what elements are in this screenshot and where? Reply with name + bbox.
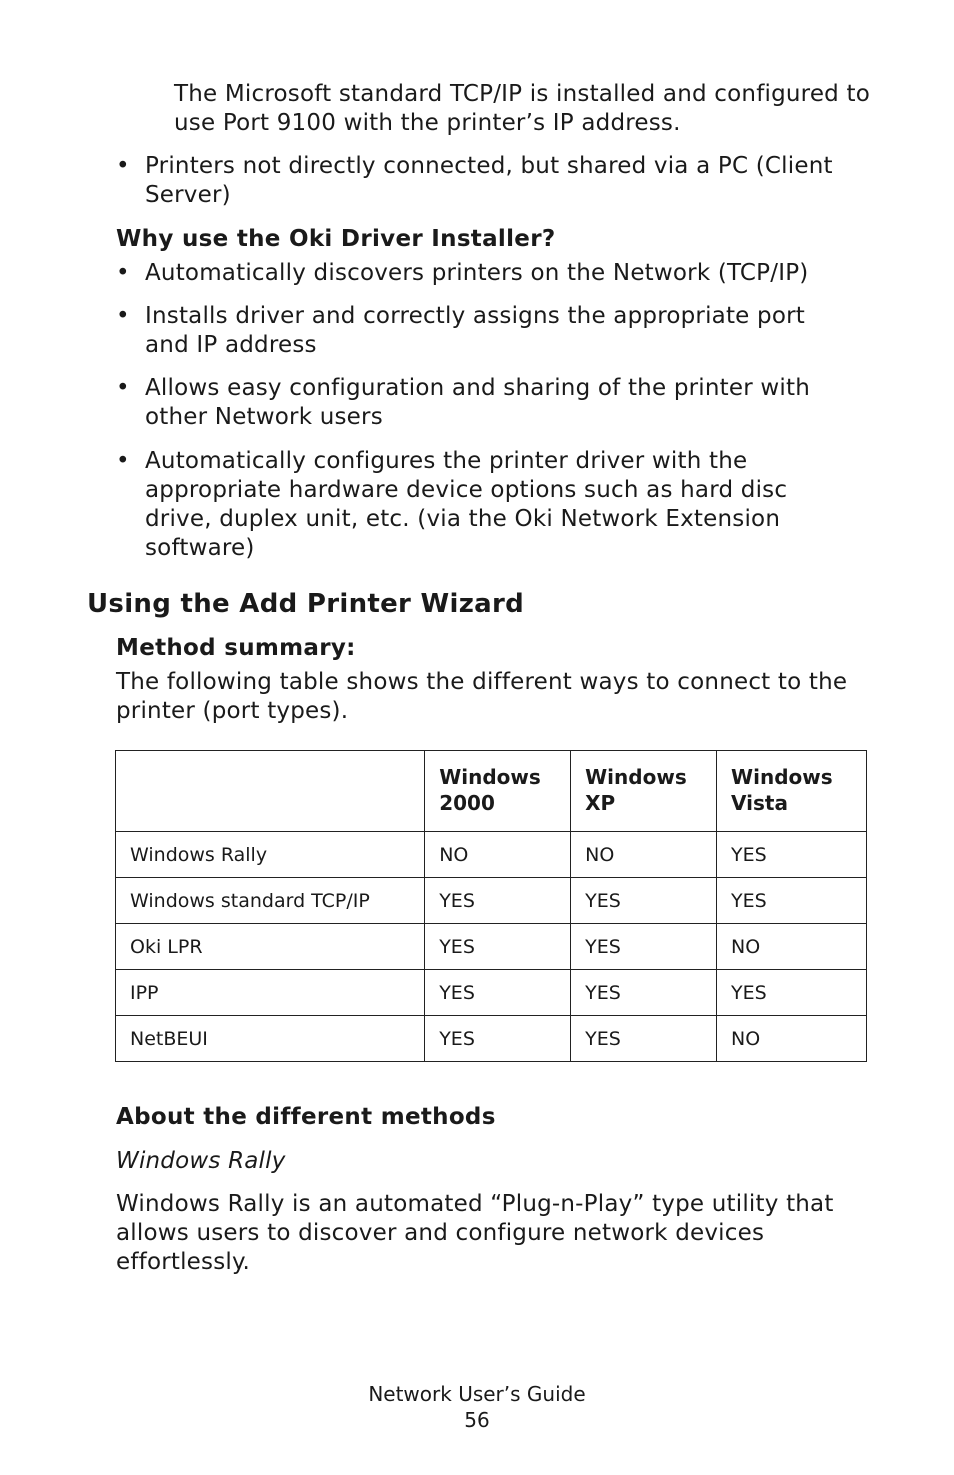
table-row [116,878,867,924]
table-cell: YES [571,924,717,970]
table-row [116,924,867,970]
table-header-cell: Windows 2000 [425,751,571,832]
table-row [116,970,867,1016]
why-bullet-3: Allows easy configuration and sharing of the printer with other Network users [145,375,810,430]
table-cell: YES [425,1016,571,1062]
about-subheading: Windows Rally [116,1148,286,1174]
table-cell: Windows standard TCP/IP [116,878,425,924]
method-summary-heading: Method summary: [116,635,356,661]
table-cell: NO [717,924,867,970]
table-cell: Windows Rally [116,832,425,878]
bullet-glyph: • [116,375,130,401]
table-cell: NO [571,832,717,878]
bullet-shared-printers: Printers not directly connected, but shared via a PC (Client Server) [145,153,833,208]
table-cell: YES [571,878,717,924]
footer-title: Network User’s Guide [368,1382,586,1406]
table-header-cell [116,751,425,832]
table-cell: YES [717,970,867,1016]
table-cell: YES [425,878,571,924]
table-cell: NetBEUI [116,1016,425,1062]
why-bullet-2: Installs driver and correctly assigns the appropriate port and IP address [145,303,805,358]
table-cell: Oki LPR [116,924,425,970]
table-cell: YES [425,970,571,1016]
table-header-cell: Windows Vista [717,751,867,832]
table-cell: YES [425,924,571,970]
about-text: Windows Rally is an automated “Plug-n-Play” type utility that allows users to discover and configure network devices effortlessly. [116,1191,834,1275]
table-row [116,832,867,878]
table-cell: YES [571,1016,717,1062]
why-heading: Why use the Oki Driver Installer? [116,226,556,252]
why-bullet-1: Automatically discovers printers on the Network (TCP/IP) [145,260,809,286]
table-header-cell: Windows XP [571,751,717,832]
table-header-row [116,751,867,832]
table-cell: NO [425,832,571,878]
table-cell: YES [717,878,867,924]
port-types-table [115,750,867,1062]
bullet-glyph: • [116,303,130,329]
page-number: 56 [464,1408,490,1432]
table-cell: YES [717,832,867,878]
about-heading: About the different methods [116,1104,496,1130]
table-cell: NO [717,1016,867,1062]
intro-continuation-text: The Microsoft standard TCP/IP is installed and configured to use Port 9100 with the printer’s IP address. [174,81,870,136]
bullet-glyph: • [116,260,130,286]
section-title: Using the Add Printer Wizard [87,589,525,619]
table-cell: YES [571,970,717,1016]
why-bullet-4: Automatically configures the printer driver with the appropriate hardware device options such as hard disc drive, duplex unit, etc. (via the Oki Network Extension software) [145,448,788,561]
table-cell: IPP [116,970,425,1016]
table-row [116,1016,867,1062]
method-summary-text: The following table shows the different ways to connect to the printer (port types). [116,669,848,724]
bullet-glyph: • [116,448,130,474]
bullet-glyph: • [116,153,130,179]
